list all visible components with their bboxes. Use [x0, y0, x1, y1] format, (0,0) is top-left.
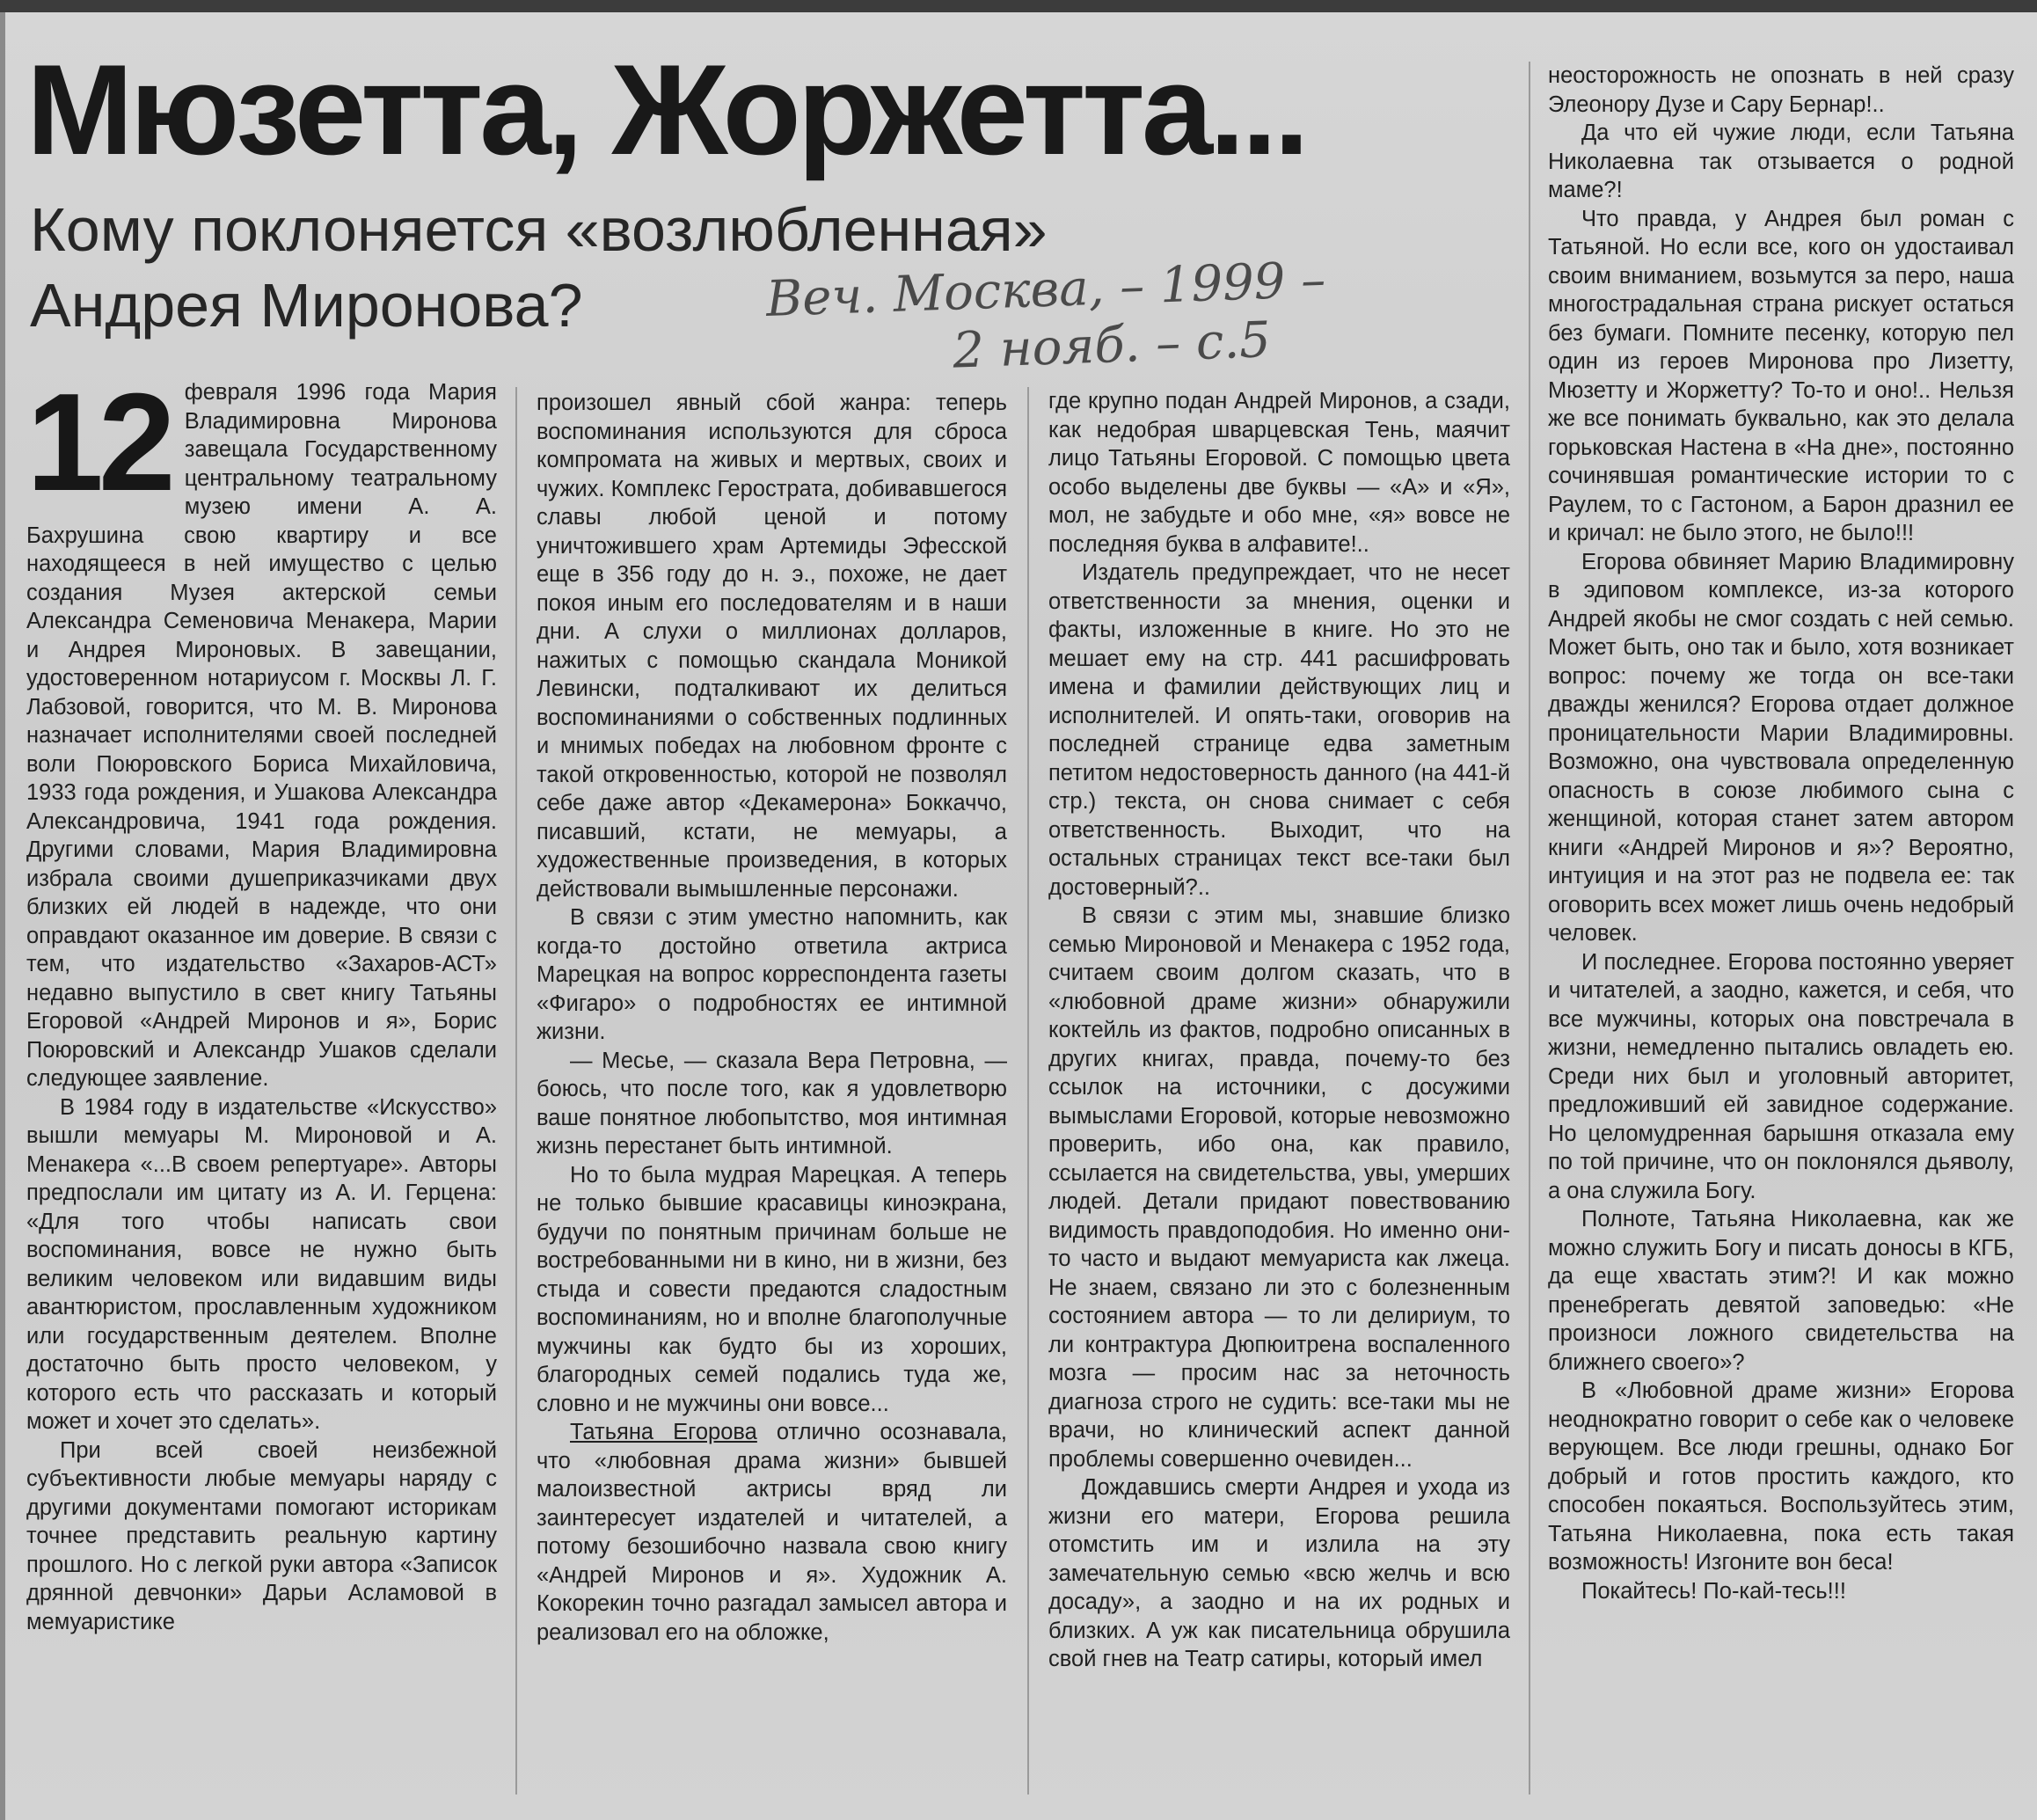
article-column-1	[26, 378, 497, 1636]
article-paragraph: Егорова обвиняет Марию Владимировну в эдиповом комплексе, из-за которого Андрей якобы не смог создать с ней семью. Может быть, оно так и было, хотя возникает вопрос: почему же тогда он все-таки дважды женился? Егорова отдает должное проницательности Марии Владимировны. Возможно, она чувствовала определенную опасность в союзе любимого сына с женщиной, которая станет затем автором книги «Андрей Миронов и я»? Вероятно, интуиция и на этот раз не подвела ее: так оговорить всех может лишь очень недобрый человек.	[1548, 549, 2014, 946]
subheadline: Кому поклоняется «возлюбленная» Андрея Миронова?	[30, 195, 1048, 340]
paragraph-text: февраля 1996 года Мария Владимировна Миронова завещала Государственному центральному театральному музею имени А. А. Бахрушина свою квартиру и все находящееся в ней имущество с целью создания Музея актерской семьи Александра Семеновича Менакера, Марии и Андрея Мироновых. В завещании, удостоверенном нотариусом г. Москвы Л. Г. Лабзовой, говорится, что М. В. Миронова назначает исполнителями своей последней воли Поюровского Бориса Михайловича, 1933 года рождения, и Ушакова Александра Александровича, 1941 года рождения. Другими словами, Мария Владимировна избрала своими душеприказчиками двух близких ей людей в надежде, что они оправдают оказанное им доверие. В связи с тем, что издательство «Захаров-АСТ» недавно выпустило в свет книгу Татьяны Егоровой «Андрей Миронов и я», Борис Поюровский и Александр Ушаков сделали следующее заявление.	[26, 380, 497, 1091]
article-paragraph: Издатель предупреждает, что не несет ответственности за мнения, оценки и факты, изложенные в книге. Но это не мешает ему на стр. 441 расшифровать имена и фамилии действующих лиц и исполнителей. И опять-таки, оговорив на последней странице едва заметным петитом недостоверность данного (на 441-й стр.) текста, он снова снимает с себя ответственность. Выходит, что на остальных страницах текст все-таки был достоверный?..	[1048, 560, 1510, 900]
drop-cap: 12	[26, 378, 171, 520]
article-paragraph: В «Любовной драме жизни» Егорова неоднократно говорит о себе как о человеке верующем. Все люди грешны, однако Бог добрый и готов простить каждого, кто способен покаяться. Воспользуйтесь этим, Татьяна Николаевна, пока есть такая возможность! Изгоните вон беса!	[1548, 1378, 2014, 1575]
article-paragraph: Покайтесь! По-кай-тесь!!!	[1581, 1578, 1846, 1604]
headline: Мюзетта, Жоржетта...	[26, 38, 1306, 181]
article-paragraph	[537, 1418, 1007, 1647]
article-paragraph: где крупно подан Андрей Миронов, а сзади, как недобрая шварцевская Тень, маячит лицо Татьяны Егоровой. С помощью цвета особо выделены две буквы — «А» и «Я», мол, не забудьте и обо мне, «я» вовсе не последняя буква в алфавите!..	[1048, 389, 1510, 557]
article-paragraph: Что правда, у Андрея был роман с Татьяной. Но если все, кого он удостаивал своим вниманием, возьмутся за перо, наша многострадальная страна рискует остаться без бумаги. Помните песенку, которую пел один из героев Миронова про Лизетту, Мюзетту и Жоржетту? То-то и оно!.. Нельзя же все понимать буквально, как это делала горьковская Настена в «На дне», постоянно сочинявшая романтические истории то с Раулем, то с Гастоном, а Барон дразнил ее и кричал: не было этого, не было!!!	[1548, 206, 2014, 545]
article-paragraph: Дождавшись смерти Андрея и ухода из жизни его матери, Егорова решила отомстить им и излила на эту замечательную семью «всю желчь и всю досаду», а заодно и на их родных и близких. А уж как писательница обрушила свой гнев на Театр сатиры, который имел	[1048, 1475, 1510, 1671]
article-paragraph: произошел явный сбой жанра: теперь воспоминания используются для сброса компромата на живых и мертвых, своих и чужих. Комплекс Герострата, добивавшегося славы любой ценой и потому уничтожившего храм Артемиды Эфесской еще в 356 году до н. э., похоже, не дает покоя иным его последователям и в наши дни. А слухи о миллионах долларов, нажитых с помощью скандала Моникой Левински, подталкивают их делиться воспоминаниями о собственных подлинных и мнимых победах на любовном фронте с такой откровенностью, которой не позволял себе даже автор «Декамерона» Боккаччо, писавший, кстати, не мемуары, а художественные произведения, в которых действовали вымышленные персонажи.	[537, 391, 1007, 902]
article-column-4	[1548, 62, 2014, 1605]
article-paragraph: В связи с этим мы, знавшие близко семью Мироновой и Менакера с 1952 года, считаем своим долгом сказать, что в «любовной драме жизни» обнаружили коктейль из фактов, подробно описанных в других книгах, правда, почему-то без ссылок на источники, с досужими вымыслами Егоровой, которые невозможно проверить, ибо она, как правило, ссылается на свидетельства, увы, умерших людей. Детали придают повествованию видимость правдоподобия. Но именно они-то часто и выдают мемуариста как лжеца. Не знаем, связано ли это с болезненным состоянием автора — то ли делириум, то ли контрактура Дюпюитрена воспаленного мозга — просим нас за неточность диагноза строго не судить: все-таки мы не врачи, но клинический аспект данной проблемы совершенно очевиден...	[1048, 903, 1510, 1472]
article-paragraph: В 1984 году в издательстве «Искусство» вышли мемуары М. Мироновой и А. Менакера «...В своем репертуаре». Авторы предпослали им цитату из А. И. Герцена: «Для того чтобы написать свои воспоминания, вовсе не нужно быть великим человеком или видавшим виды авантюристом, прославленным художником или государственным деятелем. Вполне достаточно быть просто человеком, у которого есть что рассказать и который может и хочет это сделать».	[26, 1094, 497, 1434]
handwritten-note-line-2: 2 нояб. – с.5	[952, 311, 1272, 380]
article-column-2	[537, 389, 1007, 1647]
article-paragraph: — Месье, — сказала Вера Петровна, — боюсь, что после того, как я удовлетворю ваше понятное любопытство, моя интимная жизнь перестанет быть интимной.	[537, 1048, 1007, 1159]
top-rule	[0, 0, 2037, 12]
article-paragraph: Но то была мудрая Марецкая. А теперь не только бывшие красавицы киноэкрана, будучи по понятным причинам больше не востребованными ни в кино, ни в жизни, без стыда и совести предаются сладостным воспоминаниям, но и вполне благополучные мужчины как будто бы из хороших, благородных семей подались туда же, словно и не мужчины они вовсе...	[537, 1162, 1007, 1416]
underlined-name: Татьяна Егорова	[570, 1420, 757, 1444]
article-paragraph: Да что ей чужие люди, если Татьяна Николаевна так отзывается о родной маме?!	[1548, 121, 2014, 202]
article-paragraph: Полноте, Татьяна Николаевна, как же можно служить Богу и писать доносы в КГБ, да еще хвастать этим?! И как можно пренебрегать девятой заповедью: «Не произноси ложного свидетельства на ближнего своего»?	[1548, 1207, 2014, 1375]
article-paragraph	[26, 378, 497, 1093]
article-paragraph: При всей своей неизбежной субъективности любые мемуары наряду с другими документами помогают историкам точнее представить реальную картину прошлого. Но с легкой руки автора «Записок дрянной девчонки» Дарьи Асламовой в мемуаристике	[26, 1437, 497, 1634]
column-divider	[1027, 387, 1029, 1794]
article-paragraph: неосторожность не опознать в ней сразу Элеонору Дузе и Сару Бернар!..	[1548, 63, 2014, 117]
article-paragraph: В связи с этим уместно напомнить, как когда-то достойно ответила актриса Марецкая на вопрос корреспондента газеты «Фигаро» о подробностях ее интимной жизни.	[537, 905, 1007, 1044]
handwritten-note	[765, 245, 1490, 387]
article-column-3	[1048, 387, 1510, 1674]
column-divider	[1529, 62, 1530, 1794]
paragraph-text: отлично осознавала, что «любовная драма жизни» бывшей малоизвестной актрисы вряд ли заинтересует издателей и читателей, а потому безошибочно назвала свою книгу «Андрей Миронов и я». Художник А. Кокорекин точно разгадал замысел автора и реализовал его на обложке,	[537, 1420, 1007, 1645]
handwritten-note-line-1: Веч. Москва, – 1999 –	[765, 251, 1327, 328]
column-divider	[515, 387, 517, 1794]
article-paragraph: И последнее. Егорова постоянно уверяет и читателей, а заодно, кажется, и себя, что все мужчины, которых она повстречала в жизни, немедленно пытались овладеть ею. Среди них был и уголовный авторитет, предложивший ей завидное содержание. Но целомудренная барышня отказала ему по той причине, что он поклонялся дьяволу, а она служила Богу.	[1548, 949, 2014, 1203]
